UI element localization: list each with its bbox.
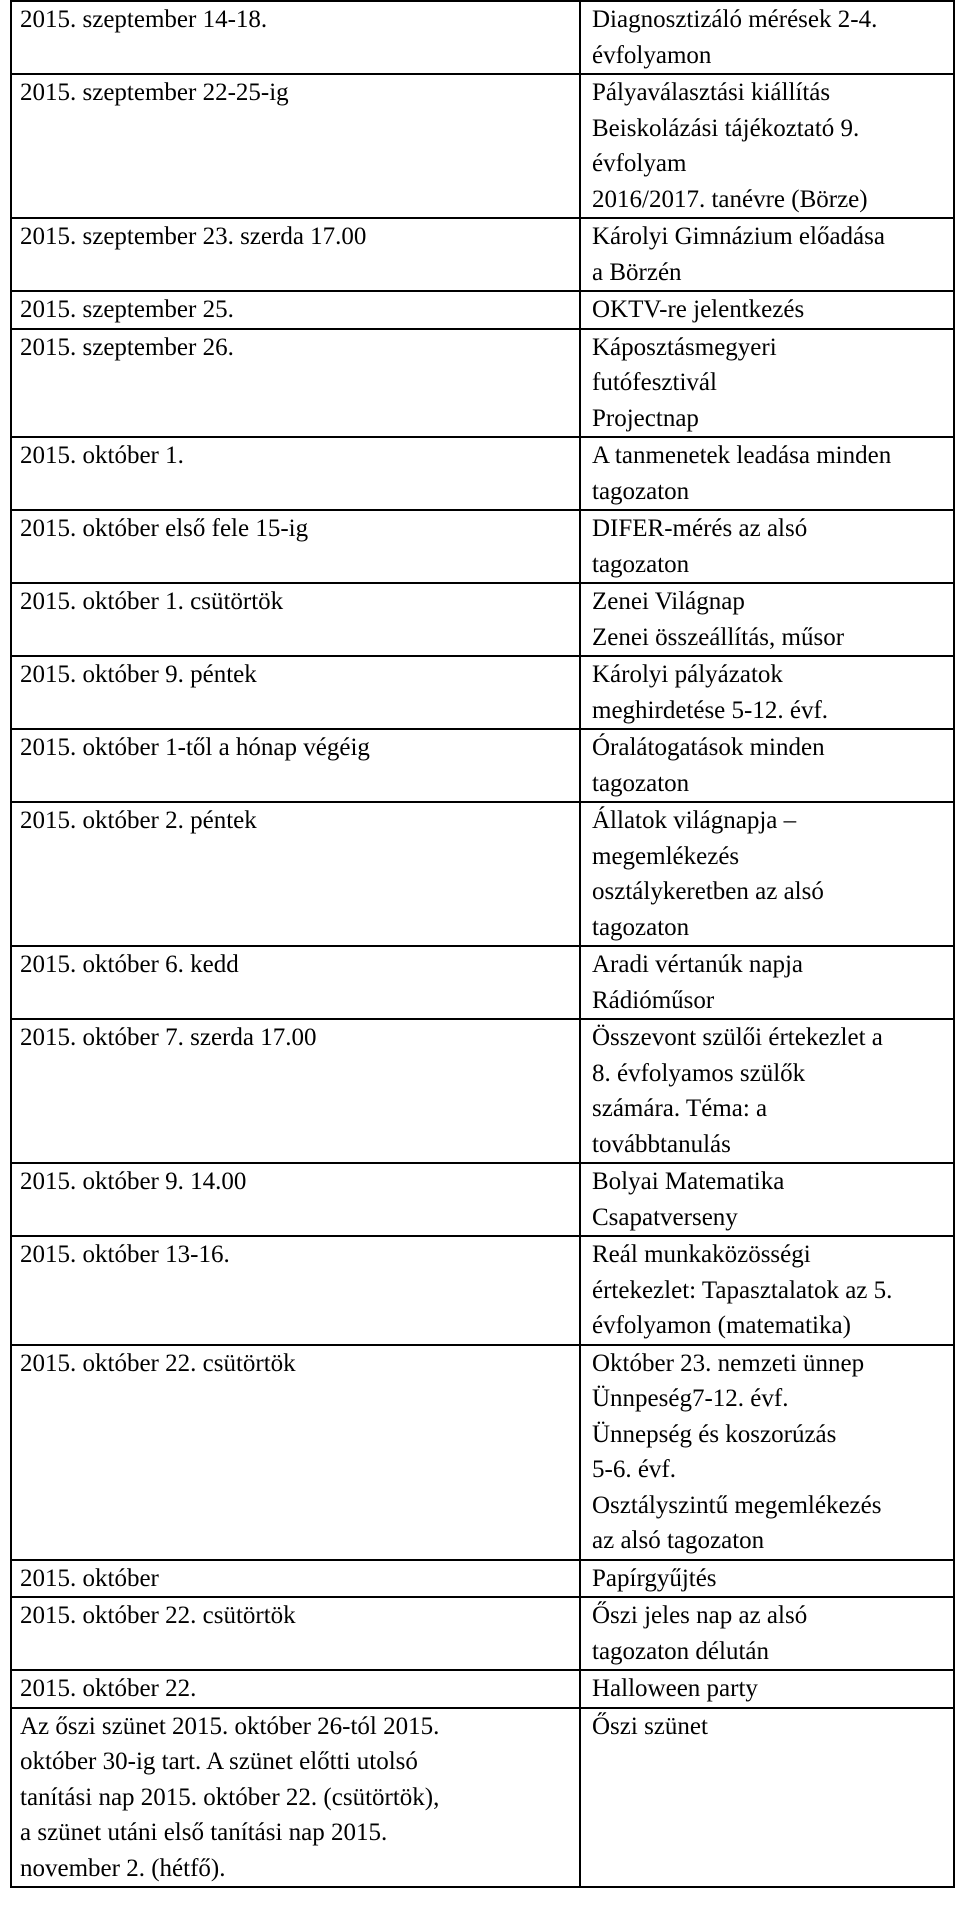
schedule-row xyxy=(11,729,954,802)
schedule-event-cell: Károlyi pályázatok meghirdetése 5-12. évf. xyxy=(580,656,954,729)
schedule-table-body xyxy=(11,1,954,1887)
schedule-event-cell: Reál munkaközösségi értekezlet: Tapasztalatok az 5. évfolyamon (matematika) xyxy=(580,1236,954,1345)
schedule-event-cell: Zenei Világnap Zenei összeállítás, műsor xyxy=(580,583,954,656)
schedule-event-cell: Őszi szünet xyxy=(580,1708,954,1888)
schedule-event-cell: Káposztásmegyeri futófesztivál Projectnap xyxy=(580,329,954,438)
schedule-date-cell: 2015. október 9. 14.00 xyxy=(11,1163,580,1236)
schedule-date-cell: 2015. október 1. csütörtök xyxy=(11,583,580,656)
schedule-event-cell: Óralátogatások minden tagozaton xyxy=(580,729,954,802)
schedule-event-cell: DIFER-mérés az alsó tagozaton xyxy=(580,510,954,583)
schedule-date-cell: 2015. szeptember 23. szerda 17.00 xyxy=(11,218,580,291)
schedule-date-cell: 2015. október első fele 15-ig xyxy=(11,510,580,583)
schedule-row xyxy=(11,329,954,438)
schedule-row xyxy=(11,802,954,946)
schedule-date-cell: 2015. október 22. csütörtök xyxy=(11,1345,580,1560)
schedule-row xyxy=(11,74,954,218)
schedule-date-cell: 2015. október 7. szerda 17.00 xyxy=(11,1019,580,1163)
schedule-row xyxy=(11,1670,954,1708)
schedule-date-cell: Az őszi szünet 2015. október 26-tól 2015. október 30-ig tart. A szünet előtti utolsó tanítási nap 2015. október 22. (csütörtök), a szünet utáni első tanítási nap 2015. november 2. (hétfő). xyxy=(11,1708,580,1888)
schedule-row xyxy=(11,1560,954,1598)
schedule-event-cell: Diagnosztizáló mérések 2-4. évfolyamon xyxy=(580,1,954,74)
schedule-date-cell: 2015. október 9. péntek xyxy=(11,656,580,729)
schedule-date-cell: 2015. október 22. csütörtök xyxy=(11,1597,580,1670)
schedule-row xyxy=(11,1708,954,1888)
schedule-date-cell: 2015. október 1. xyxy=(11,437,580,510)
schedule-row xyxy=(11,1163,954,1236)
schedule-date-cell: 2015. szeptember 25. xyxy=(11,291,580,329)
schedule-date-cell: 2015. szeptember 26. xyxy=(11,329,580,438)
schedule-date-cell: 2015. szeptember 14-18. xyxy=(11,1,580,74)
schedule-event-cell: Aradi vértanúk napja Rádióműsor xyxy=(580,946,954,1019)
schedule-row xyxy=(11,1019,954,1163)
schedule-event-cell: Halloween party xyxy=(580,1670,954,1708)
schedule-row xyxy=(11,1,954,74)
schedule-row xyxy=(11,437,954,510)
schedule-event-cell: Őszi jeles nap az alsó tagozaton délután xyxy=(580,1597,954,1670)
schedule-row xyxy=(11,1597,954,1670)
schedule-event-cell: Állatok világnapja – megemlékezés osztálykeretben az alsó tagozaton xyxy=(580,802,954,946)
schedule-event-cell: Pályaválasztási kiállítás Beiskolázási tájékoztató 9. évfolyam 2016/2017. tanévre (Börze) xyxy=(580,74,954,218)
schedule-row xyxy=(11,1236,954,1345)
schedule-date-cell: 2015. október xyxy=(11,1560,580,1598)
schedule-date-cell: 2015. október 22. xyxy=(11,1670,580,1708)
schedule-event-cell: Bolyai Matematika Csapatverseny xyxy=(580,1163,954,1236)
schedule-event-cell: Papírgyűjtés xyxy=(580,1560,954,1598)
schedule-event-cell: A tanmenetek leadása minden tagozaton xyxy=(580,437,954,510)
schedule-row xyxy=(11,656,954,729)
schedule-event-cell: Összevont szülői értekezlet a 8. évfolyamos szülők számára. Téma: a továbbtanulás xyxy=(580,1019,954,1163)
schedule-date-cell: 2015. október 1-től a hónap végéig xyxy=(11,729,580,802)
schedule-event-cell: OKTV-re jelentkezés xyxy=(580,291,954,329)
schedule-date-cell: 2015. október 13-16. xyxy=(11,1236,580,1345)
schedule-row xyxy=(11,291,954,329)
schedule-row xyxy=(11,218,954,291)
schedule-date-cell: 2015. október 6. kedd xyxy=(11,946,580,1019)
schedule-row xyxy=(11,1345,954,1560)
schedule-date-cell: 2015. szeptember 22-25-ig xyxy=(11,74,580,218)
schedule-date-cell: 2015. október 2. péntek xyxy=(11,802,580,946)
schedule-event-cell: Október 23. nemzeti ünnep Ünnpeség7-12. évf. Ünnepség és koszorúzás 5-6. évf. Osztályszintű megemlékezés az alsó tagozaton xyxy=(580,1345,954,1560)
schedule-table xyxy=(10,0,955,1888)
schedule-row xyxy=(11,510,954,583)
schedule-row xyxy=(11,946,954,1019)
schedule-event-cell: Károlyi Gimnázium előadása a Börzén xyxy=(580,218,954,291)
schedule-row xyxy=(11,583,954,656)
